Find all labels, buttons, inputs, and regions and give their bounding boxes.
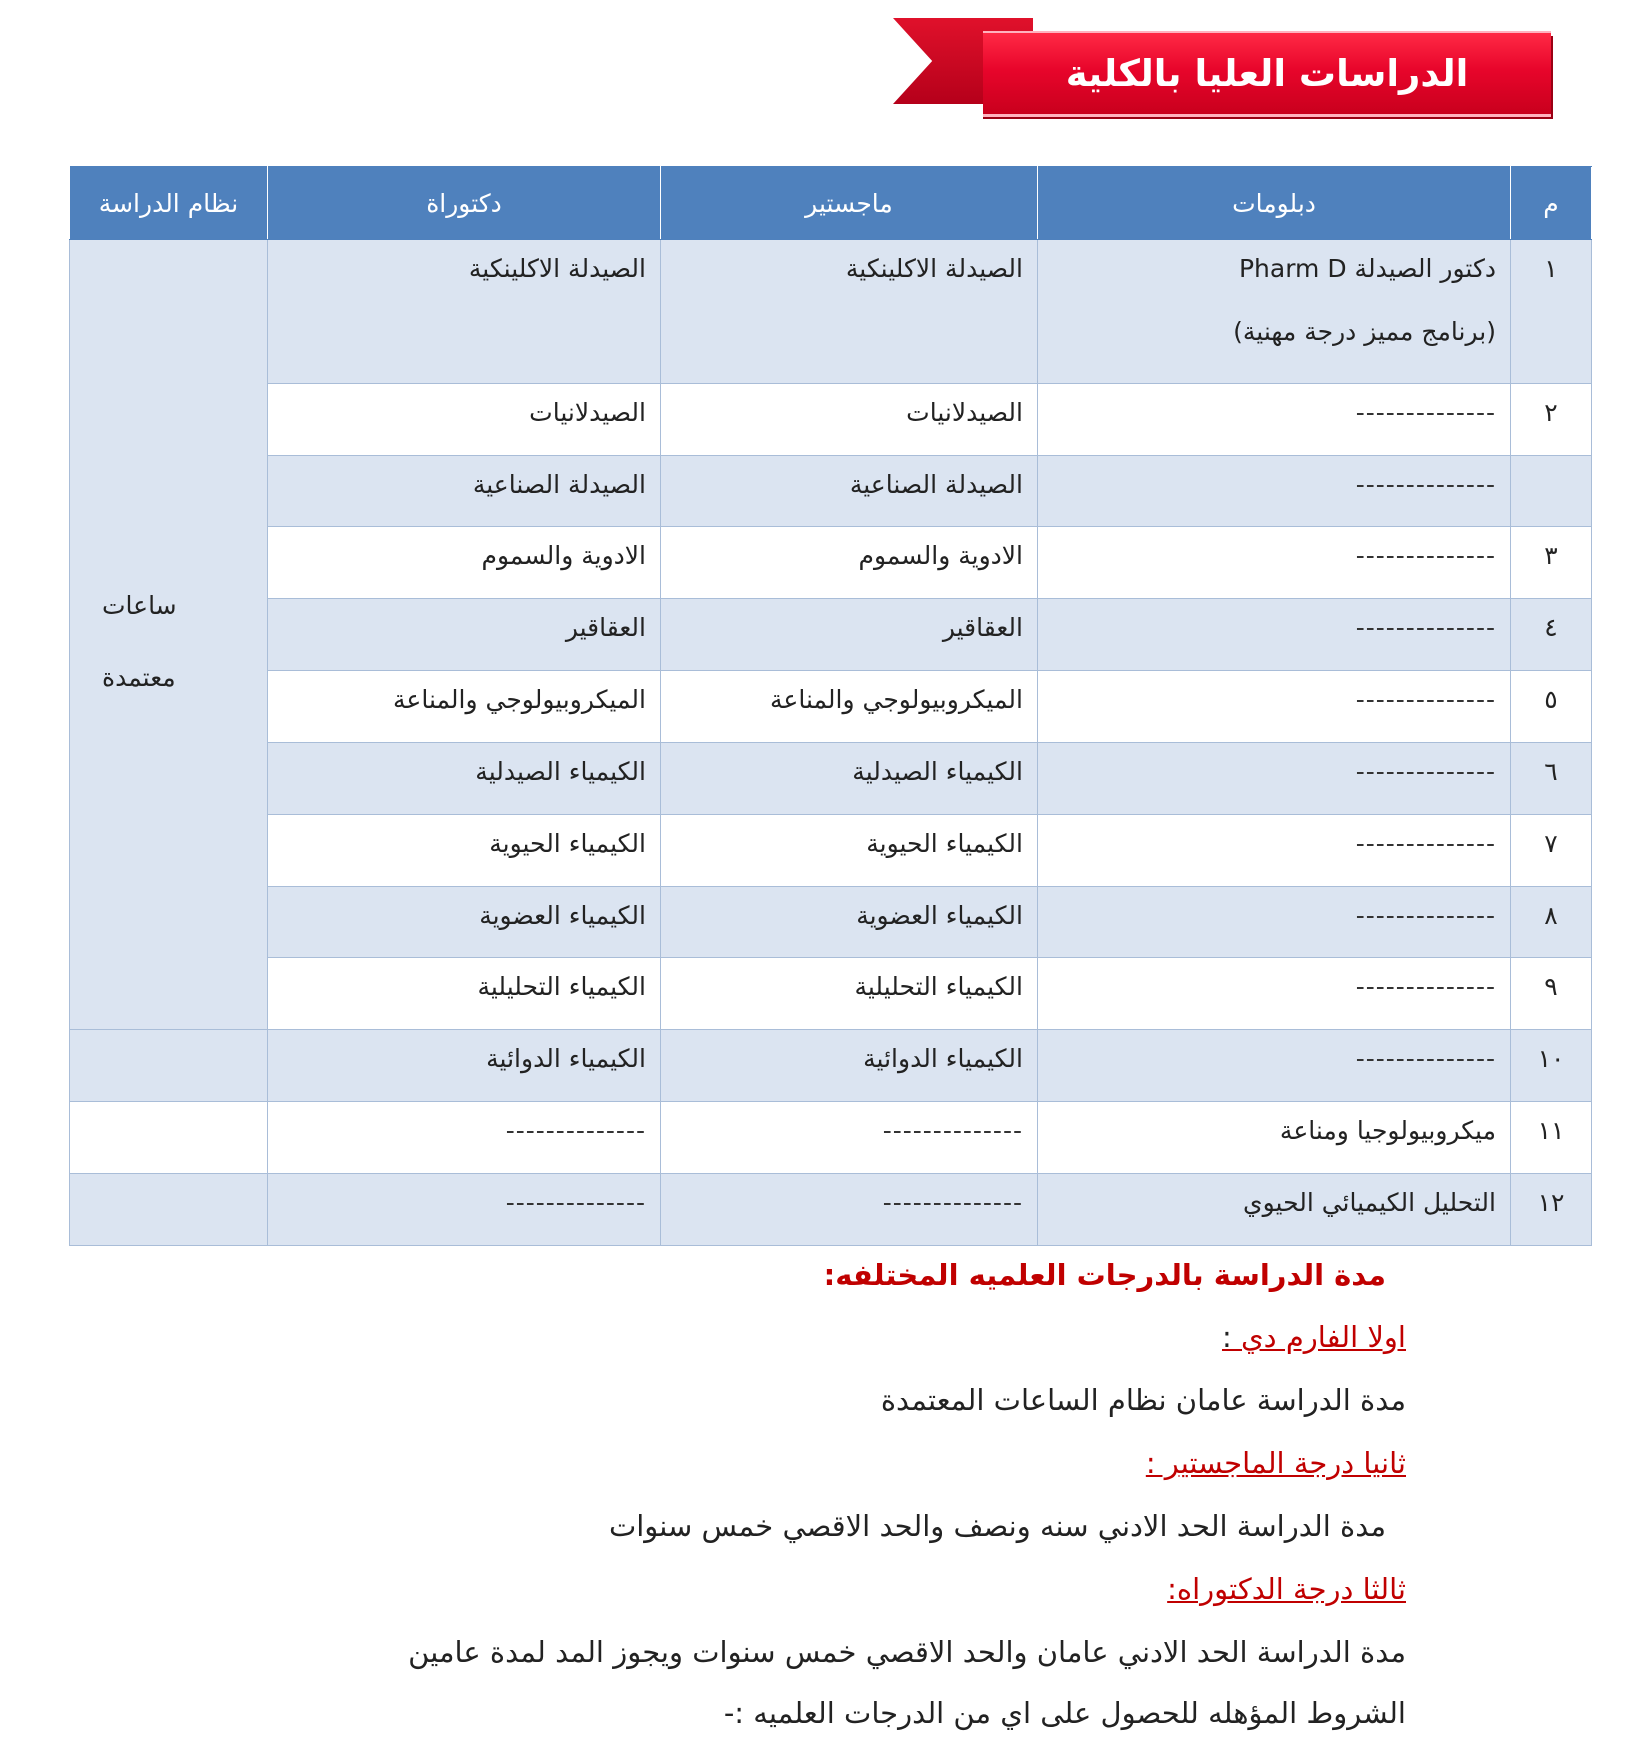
- row-diploma: --------------: [1038, 527, 1511, 599]
- row-diploma: --------------: [1038, 455, 1511, 527]
- header-system: نظام الدراسة: [70, 167, 268, 240]
- masters-title: ثانيا درجة الماجستير :: [1145, 1446, 1406, 1480]
- table-row: [70, 1102, 1592, 1174]
- row-num: ١١: [1511, 1102, 1592, 1174]
- row-num: ١: [1511, 240, 1592, 384]
- row-phd: الصيدلة الاكلينكية: [268, 240, 661, 384]
- study-system-cell: [70, 240, 268, 1030]
- row-masters: الكيمياء الدوائية: [661, 1030, 1038, 1102]
- page-title: الدراسات العليا بالكلية: [1065, 52, 1469, 95]
- row-diploma-subtitle: (برنامج مميز درجة مهنية): [1233, 317, 1496, 346]
- table-row: [70, 1030, 1592, 1102]
- table-row: [70, 671, 1592, 743]
- pharmd-title-colon: :: [1221, 1320, 1241, 1354]
- row-phd: الادوية والسموم: [268, 527, 661, 599]
- row-diploma: [1038, 240, 1511, 384]
- row-num: ٩: [1511, 958, 1592, 1030]
- row-masters: الادوية والسموم: [661, 527, 1038, 599]
- row-num: ١٠: [1511, 1030, 1592, 1102]
- row-masters: الكيمياء الصيدلية: [661, 742, 1038, 814]
- title-banner: [983, 33, 1551, 114]
- row-num: ٧: [1511, 814, 1592, 886]
- row-diploma: ميكروبيولوجيا ومناعة: [1038, 1102, 1511, 1174]
- table-row: [70, 527, 1592, 599]
- row-masters: الصيدلانيات: [661, 383, 1038, 455]
- row-masters: الصيدلة الصناعية: [661, 455, 1038, 527]
- row-diploma-title: دكتور الصيدلة Pharm D: [1238, 254, 1496, 283]
- table-row: [70, 240, 1592, 384]
- notes-heading: مدة الدراسة بالدرجات العلميه المختلفه:: [823, 1258, 1386, 1292]
- row-num: ٢: [1511, 383, 1592, 455]
- row-system: [70, 1173, 268, 1245]
- table-row: [70, 958, 1592, 1030]
- header-num: م: [1511, 167, 1592, 240]
- row-diploma: --------------: [1038, 1030, 1511, 1102]
- table-row: [70, 742, 1592, 814]
- row-diploma: التحليل الكيميائي الحيوي: [1038, 1173, 1511, 1245]
- table-header-row: [70, 167, 1592, 240]
- row-num: ٦: [1511, 742, 1592, 814]
- row-masters: الكيمياء العضوية: [661, 886, 1038, 958]
- masters-duration: مدة الدراسة الحد الادني سنه ونصف والحد الاقصي خمس سنوات: [608, 1509, 1386, 1543]
- row-masters: العقاقير: [661, 599, 1038, 671]
- row-masters: الصيدلة الاكلينكية: [661, 240, 1038, 384]
- row-phd: --------------: [268, 1102, 661, 1174]
- programs-table: [69, 166, 1592, 1246]
- study-system-line2: معتمدة: [102, 662, 176, 692]
- row-num: ١٢: [1511, 1173, 1592, 1245]
- phd-title: ثالثا درجة الدكتوراه:: [1167, 1572, 1406, 1606]
- row-phd: الكيمياء التحليلية: [268, 958, 661, 1030]
- row-phd: الصيدلانيات: [268, 383, 661, 455]
- header-phd: دكتوراة: [268, 167, 661, 240]
- row-num: ٥: [1511, 671, 1592, 743]
- row-masters: الكيمياء الحيوية: [661, 814, 1038, 886]
- eligibility-conditions: الشروط المؤهله للحصول على اي من الدرجات العلميه :-: [723, 1696, 1406, 1730]
- row-phd: الميكروبيولوجي والمناعة: [268, 671, 661, 743]
- table-row: [70, 383, 1592, 455]
- study-system-line1: ساعات: [102, 590, 177, 620]
- row-num: ٨: [1511, 886, 1592, 958]
- row-masters: --------------: [661, 1173, 1038, 1245]
- row-phd: الكيمياء العضوية: [268, 886, 661, 958]
- pharmd-title-text: اولا الفارم دي: [1240, 1320, 1406, 1354]
- row-phd: الصيدلة الصناعية: [268, 455, 661, 527]
- row-diploma: --------------: [1038, 814, 1511, 886]
- pharmd-title: [1222, 1320, 1406, 1354]
- row-system: [70, 1030, 268, 1102]
- row-phd: العقاقير: [268, 599, 661, 671]
- row-phd: --------------: [268, 1173, 661, 1245]
- phd-duration: مدة الدراسة الحد الادني عامان والحد الاقصي خمس سنوات ويجوز المد لمدة عامين: [408, 1635, 1406, 1669]
- table-row: [70, 1173, 1592, 1245]
- row-masters: الميكروبيولوجي والمناعة: [661, 671, 1038, 743]
- row-num: [1511, 455, 1592, 527]
- row-masters: --------------: [661, 1102, 1038, 1174]
- header-diplomas: دبلومات: [1038, 167, 1511, 240]
- row-phd: الكيمياء الحيوية: [268, 814, 661, 886]
- pharmd-duration: مدة الدراسة عامان نظام الساعات المعتمدة: [880, 1383, 1406, 1417]
- row-system: [70, 1102, 268, 1174]
- row-diploma: --------------: [1038, 383, 1511, 455]
- row-masters: الكيمياء التحليلية: [661, 958, 1038, 1030]
- header-masters: ماجستير: [661, 167, 1038, 240]
- row-diploma: --------------: [1038, 599, 1511, 671]
- row-diploma: --------------: [1038, 671, 1511, 743]
- row-num: ٤: [1511, 599, 1592, 671]
- table-row: [70, 599, 1592, 671]
- row-num: ٣: [1511, 527, 1592, 599]
- table-row: [70, 886, 1592, 958]
- row-diploma: --------------: [1038, 958, 1511, 1030]
- row-diploma: --------------: [1038, 886, 1511, 958]
- row-phd: الكيمياء الدوائية: [268, 1030, 661, 1102]
- row-phd: الكيمياء الصيدلية: [268, 742, 661, 814]
- table-row: [70, 814, 1592, 886]
- table-row: [70, 455, 1592, 527]
- row-diploma: --------------: [1038, 742, 1511, 814]
